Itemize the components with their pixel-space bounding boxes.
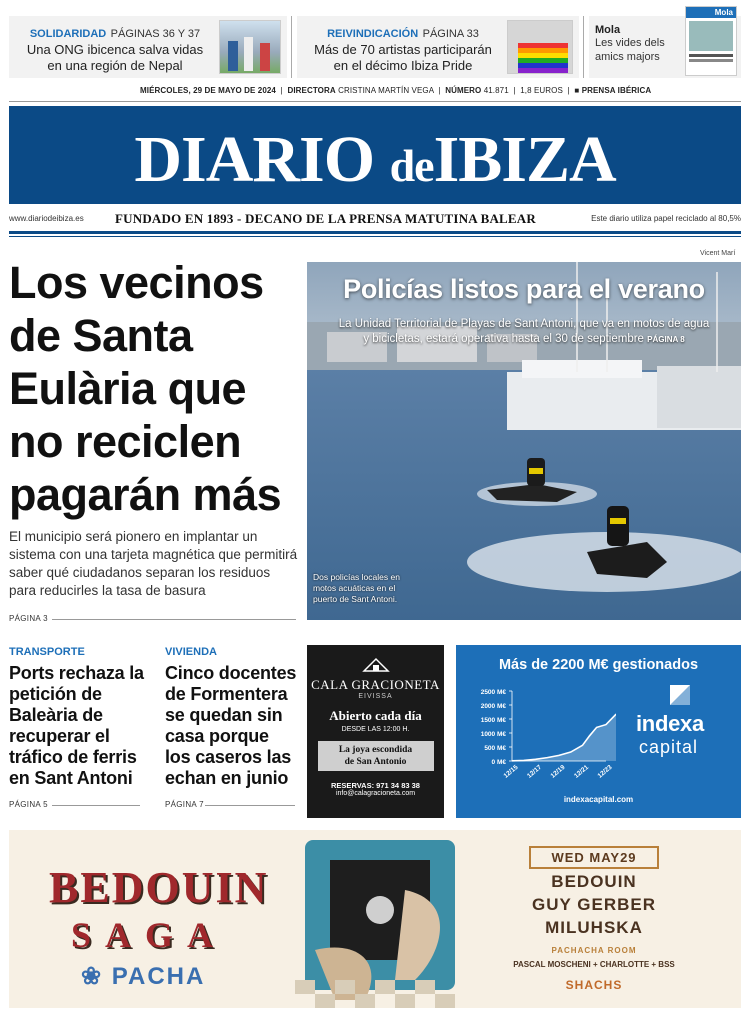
teaser-kicker: Mola (595, 24, 621, 36)
indexa-brand: indexa (636, 711, 704, 736)
y-tick-label: 1500 M€ (480, 717, 506, 724)
teaser-pride[interactable] (297, 16, 579, 78)
group-name: PRENSA IBÉRICA (581, 86, 652, 95)
x-tick-label: 12/15 (502, 763, 520, 780)
y-tick-label: 2000 M€ (480, 703, 506, 710)
section-label: VIVIENDA (165, 646, 217, 658)
artist-3: MILUHSKA (545, 918, 643, 937)
x-tick-label: 12/17 (526, 763, 544, 780)
room-name: PACHACHA ROOM (551, 946, 637, 955)
ad-cala-email: info@calagracioneta.com (335, 790, 416, 797)
story-page-ref: PÁGINA 5 (9, 800, 48, 809)
support-acts: PASCAL MOSCHENI + CHARLOTTE + BSS (513, 960, 675, 969)
indexa-brand-sub: capital (639, 737, 699, 757)
indexa-chart (466, 683, 616, 783)
ad-cala-reservations: RESERVAS: 971 34 83 38 (331, 781, 420, 790)
y-tick-label: 500 M€ (484, 745, 506, 752)
issue-number: 41.871 (483, 86, 509, 95)
ad-cala-gracioneta[interactable] (307, 645, 444, 818)
mola-cover-label: Mola (686, 7, 736, 18)
teaser-text-1: Les vides dels (595, 37, 665, 49)
saga-title: SAGA (70, 915, 228, 955)
indexa-logo-icon (670, 685, 690, 705)
story-headline: Ports rechaza la petición de Baleària de recuperar el tráfico de ferris en Sant Antoni (9, 663, 144, 788)
photo-caption: Dos policías locales en motos acuáticas en el puerto de Sant Antoni. (313, 572, 400, 604)
teaser-kicker: SOLIDARIDAD (29, 28, 107, 40)
teaser-mola[interactable] (589, 8, 741, 78)
photo-credit: Vicent Marí (700, 250, 736, 257)
teaser-text-1: Una ONG ibicenca salva vidas (26, 42, 204, 57)
house-icon (362, 655, 390, 673)
story-vivienda[interactable] (165, 646, 297, 789)
event-date: WED MAY29 (529, 846, 659, 869)
ad-indexa-capital[interactable] (456, 645, 741, 818)
teaser-text-2: en una región de Nepal (47, 58, 183, 73)
x-tick-label: 12/19 (549, 763, 567, 780)
bedouin-title: BEDOUIN (49, 863, 269, 912)
subline (9, 212, 741, 228)
ad-cala-hours: DESDE LAS 12:00 H. (341, 726, 410, 733)
lead-photo[interactable] (307, 262, 741, 620)
group-logo-icon: ■ (574, 86, 580, 95)
section-label: TRANSPORTE (9, 646, 85, 658)
y-tick-label: 1000 M€ (480, 731, 506, 738)
photo-title: Policías listos para el verano (343, 274, 705, 304)
cherries-icon: ❀ (81, 963, 104, 990)
lead-headline[interactable]: Los vecinos de Santa Eulària que no reciclen pagarán más (9, 257, 282, 520)
issue-meta: MIÉRCOLES, 29 DE MAYO DE 2024 | DIRECTORA CRISTINA MARTÍN VEGA | NÚMERO 41.871 | 1,8 EUROS | ■ PRENSA IBÉRICA (140, 86, 652, 95)
teaser-thumbnail (507, 20, 573, 74)
story-page-ref: PÁGINA 7 (165, 800, 204, 809)
teaser-text-2: amics majors (595, 51, 660, 63)
lead-lede: El municipio será pionero en implantar un sistema con una tarjeta magnética que permitirá saber qué ciudadanos separan los residuos para reducirles la tasa de basura (9, 529, 298, 598)
masthead-title: DIARIO deIBIZA (134, 123, 616, 196)
lineup (489, 870, 699, 939)
mola-cover-thumbnail (685, 6, 737, 76)
indexa-headline: Más de 2200 M€ gestionados (498, 657, 699, 673)
ad-cala-tagline: La joya escondida de San Antonio (318, 741, 434, 771)
teaser-page: PÁGINAS 36 Y 37 (110, 28, 201, 40)
masthead[interactable] (9, 106, 741, 204)
issue-number-label: NÚMERO (445, 86, 482, 95)
photo-subtitle: La Unidad Territorial de Playas de Sant Antoni, que va en motos de agua y bicicletas, estará operativa hasta el 30 de septiembre PÁGINA 8 (338, 318, 710, 345)
ad-pacha-bedouin[interactable] (9, 830, 741, 1008)
y-tick-label: 2500 M€ (480, 689, 506, 696)
teaser-kicker: REIVINDICACIÓN (327, 28, 419, 40)
teaser-page: PÁGINA 33 (422, 28, 479, 40)
teaser-ong[interactable] (9, 16, 287, 78)
teaser-text-2: en el décimo Ibiza Pride (333, 58, 473, 73)
artist-1: BEDOUIN (551, 872, 637, 891)
teaser-thumbnail (219, 20, 281, 74)
lead-page-ref: PÁGINA 3 (9, 614, 48, 623)
website-link[interactable]: www.diariodeibiza.es (9, 214, 84, 223)
teaser-text-1: Más de 70 artistas participarán (314, 42, 492, 57)
director-name: CRISTINA MARTÍN VEGA (338, 86, 434, 95)
sponsor: SHACHS (565, 978, 623, 992)
ad-cala-open: Abierto cada día (329, 708, 422, 723)
pacha-brand: ❀ PACHA (81, 963, 206, 990)
ad-cala-name: CALA GRACIONETA (311, 677, 440, 692)
issue-date: MIÉRCOLES, 29 DE MAYO DE 2024 (140, 86, 276, 95)
ad-cala-sub: EIVISSA (358, 693, 393, 700)
artist-2: GUY GERBER (532, 895, 656, 914)
story-headline: Cinco docentes de Formentera se quedan sin casa porque los caseros las echan en junio (165, 663, 297, 788)
x-tick-label: 12/21 (573, 763, 591, 780)
harbour-photo-illustration (307, 262, 741, 620)
issue-price: 1,8 EUROS (520, 86, 563, 95)
poster-artwork (295, 830, 465, 1008)
photo-subtitle-page: PÁGINA 8 (647, 335, 685, 344)
motto: FUNDADO EN 1893 - DECANO DE LA PRENSA MATUTINA BALEAR (115, 211, 536, 226)
x-tick-label: 12/23 (596, 763, 614, 780)
director-label: DIRECTORA (287, 86, 336, 95)
series-area (512, 698, 616, 761)
story-transporte[interactable] (9, 646, 144, 789)
recycled-paper-note: Este diario utiliza papel reciclado al 80,5% (591, 214, 741, 223)
indexa-url[interactable]: indexacapital.com (563, 795, 634, 804)
y-tick-label: 0 M€ (491, 759, 506, 766)
